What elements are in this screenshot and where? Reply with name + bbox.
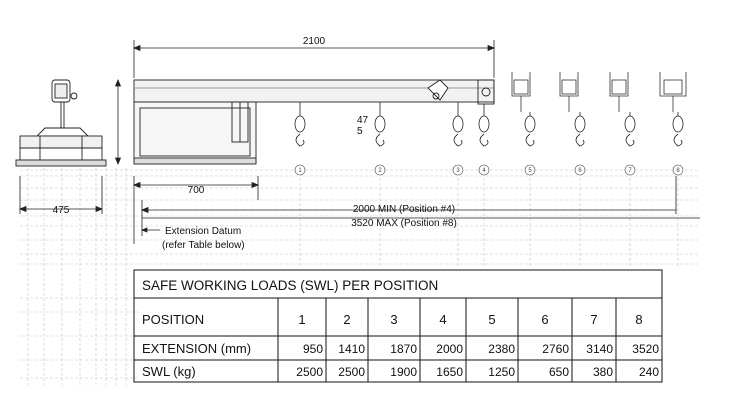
swl-value-8: 240 [638,365,659,379]
dim-height-note-line1: 47 [357,115,369,126]
swl-value-1: 2500 [296,365,323,379]
table-position-3: 3 [390,312,398,327]
dim-overall-length: 2100 [302,36,326,47]
swl-value-2: 2500 [338,365,365,379]
swl-value-3: 1900 [390,365,417,379]
extension-datum-label: Extension Datum [165,226,242,237]
dim-min-extension: 2000 MIN (Position #4) [352,204,456,215]
fork-hanger-symbols [512,72,686,112]
dim-max-extension: 3520 MAX (Position #8) [351,218,457,229]
position-number-2: 2 [378,168,382,174]
table-position-4: 4 [439,312,447,327]
dim-sleeve-length: 700 [187,185,205,196]
table-position-5: 5 [488,312,496,327]
extension-value-4: 2000 [436,342,463,356]
extension-value-1: 950 [302,342,323,356]
jib-side-view [134,80,494,164]
extension-value-6: 2760 [542,342,569,356]
swl-value-6: 650 [548,365,569,379]
row-label-position: POSITION [142,312,205,327]
position-number-3: 3 [456,168,460,174]
extension-value-7: 3140 [586,342,613,356]
hook-assemblies [295,102,683,146]
extension-datum-note: (refer Table below) [162,240,245,251]
table-position-7: 7 [590,312,598,327]
extension-value-2: 1410 [338,342,365,356]
swl-table-title: SAFE WORKING LOADS (SWL) PER POSITION [142,278,439,293]
table-position-8: 8 [635,312,643,327]
swl-value-4: 1650 [436,365,463,379]
jib-end-view [16,80,106,166]
row-label-swl: SWL (kg) [142,364,196,379]
table-position-2: 2 [343,312,351,327]
extension-value-5: 2380 [488,342,515,356]
row-label-extension: EXTENSION (mm) [142,341,252,356]
position-number-6: 6 [578,168,582,174]
position-number-8: 8 [676,168,680,174]
table-position-1: 1 [298,312,306,327]
position-number-5: 5 [528,168,532,174]
swl-value-5: 1250 [488,365,515,379]
position-number-7: 7 [628,168,632,174]
position-markers [295,165,683,175]
extension-value-8: 3520 [632,342,659,356]
swl-table [134,270,662,382]
dim-base-width: 475 [52,205,70,216]
swl-value-7: 380 [592,365,613,379]
position-number-1: 1 [298,168,302,174]
table-position-6: 6 [541,312,549,327]
extension-value-3: 1870 [390,342,417,356]
position-number-4: 4 [482,168,486,174]
dim-height-note-line2: 5 [357,126,363,137]
